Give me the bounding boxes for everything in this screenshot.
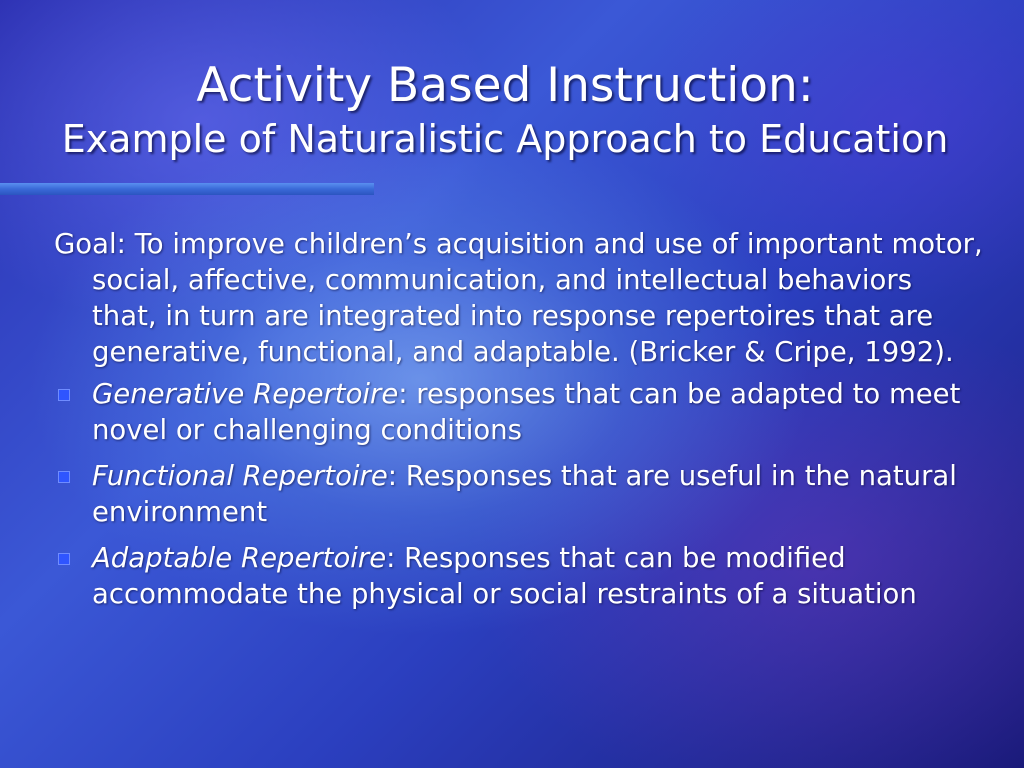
slide-body bbox=[54, 226, 984, 622]
bullet-term: Functional Repertoire bbox=[92, 460, 388, 492]
square-bullet-icon bbox=[58, 471, 70, 483]
title-underline-bar bbox=[0, 183, 374, 195]
goal-paragraph: Goal: To improve children’s acquisition and use of important motor, social, affective, communication, and intellectual behaviors that, in turn are integrated into response repertoires that are generative, functional, and adaptable. (Bricker & Cripe, 1992). bbox=[54, 228, 983, 368]
bullet-text: : responses that can be adapted to meet novel or challenging conditions bbox=[92, 378, 961, 446]
square-bullet-icon bbox=[58, 389, 70, 401]
square-bullet-icon bbox=[58, 553, 70, 565]
bullet-text: : Responses that are useful in the natural environment bbox=[92, 460, 957, 528]
bullet-term: Adaptable Repertoire bbox=[92, 542, 387, 574]
slide-title: Activity Based Instruction: bbox=[196, 58, 814, 113]
bullet-text: : Responses that can be modified accommodate the physical or social restraints of a situation bbox=[92, 542, 917, 610]
bullet-item-adaptable bbox=[54, 540, 984, 612]
bullet-term: Generative Repertoire bbox=[92, 378, 399, 410]
bullet-item-generative bbox=[54, 376, 984, 448]
title-block bbox=[0, 58, 1010, 162]
slide-subtitle: Example of Naturalistic Approach to Education bbox=[61, 117, 949, 161]
bullet-item-functional bbox=[54, 458, 984, 530]
